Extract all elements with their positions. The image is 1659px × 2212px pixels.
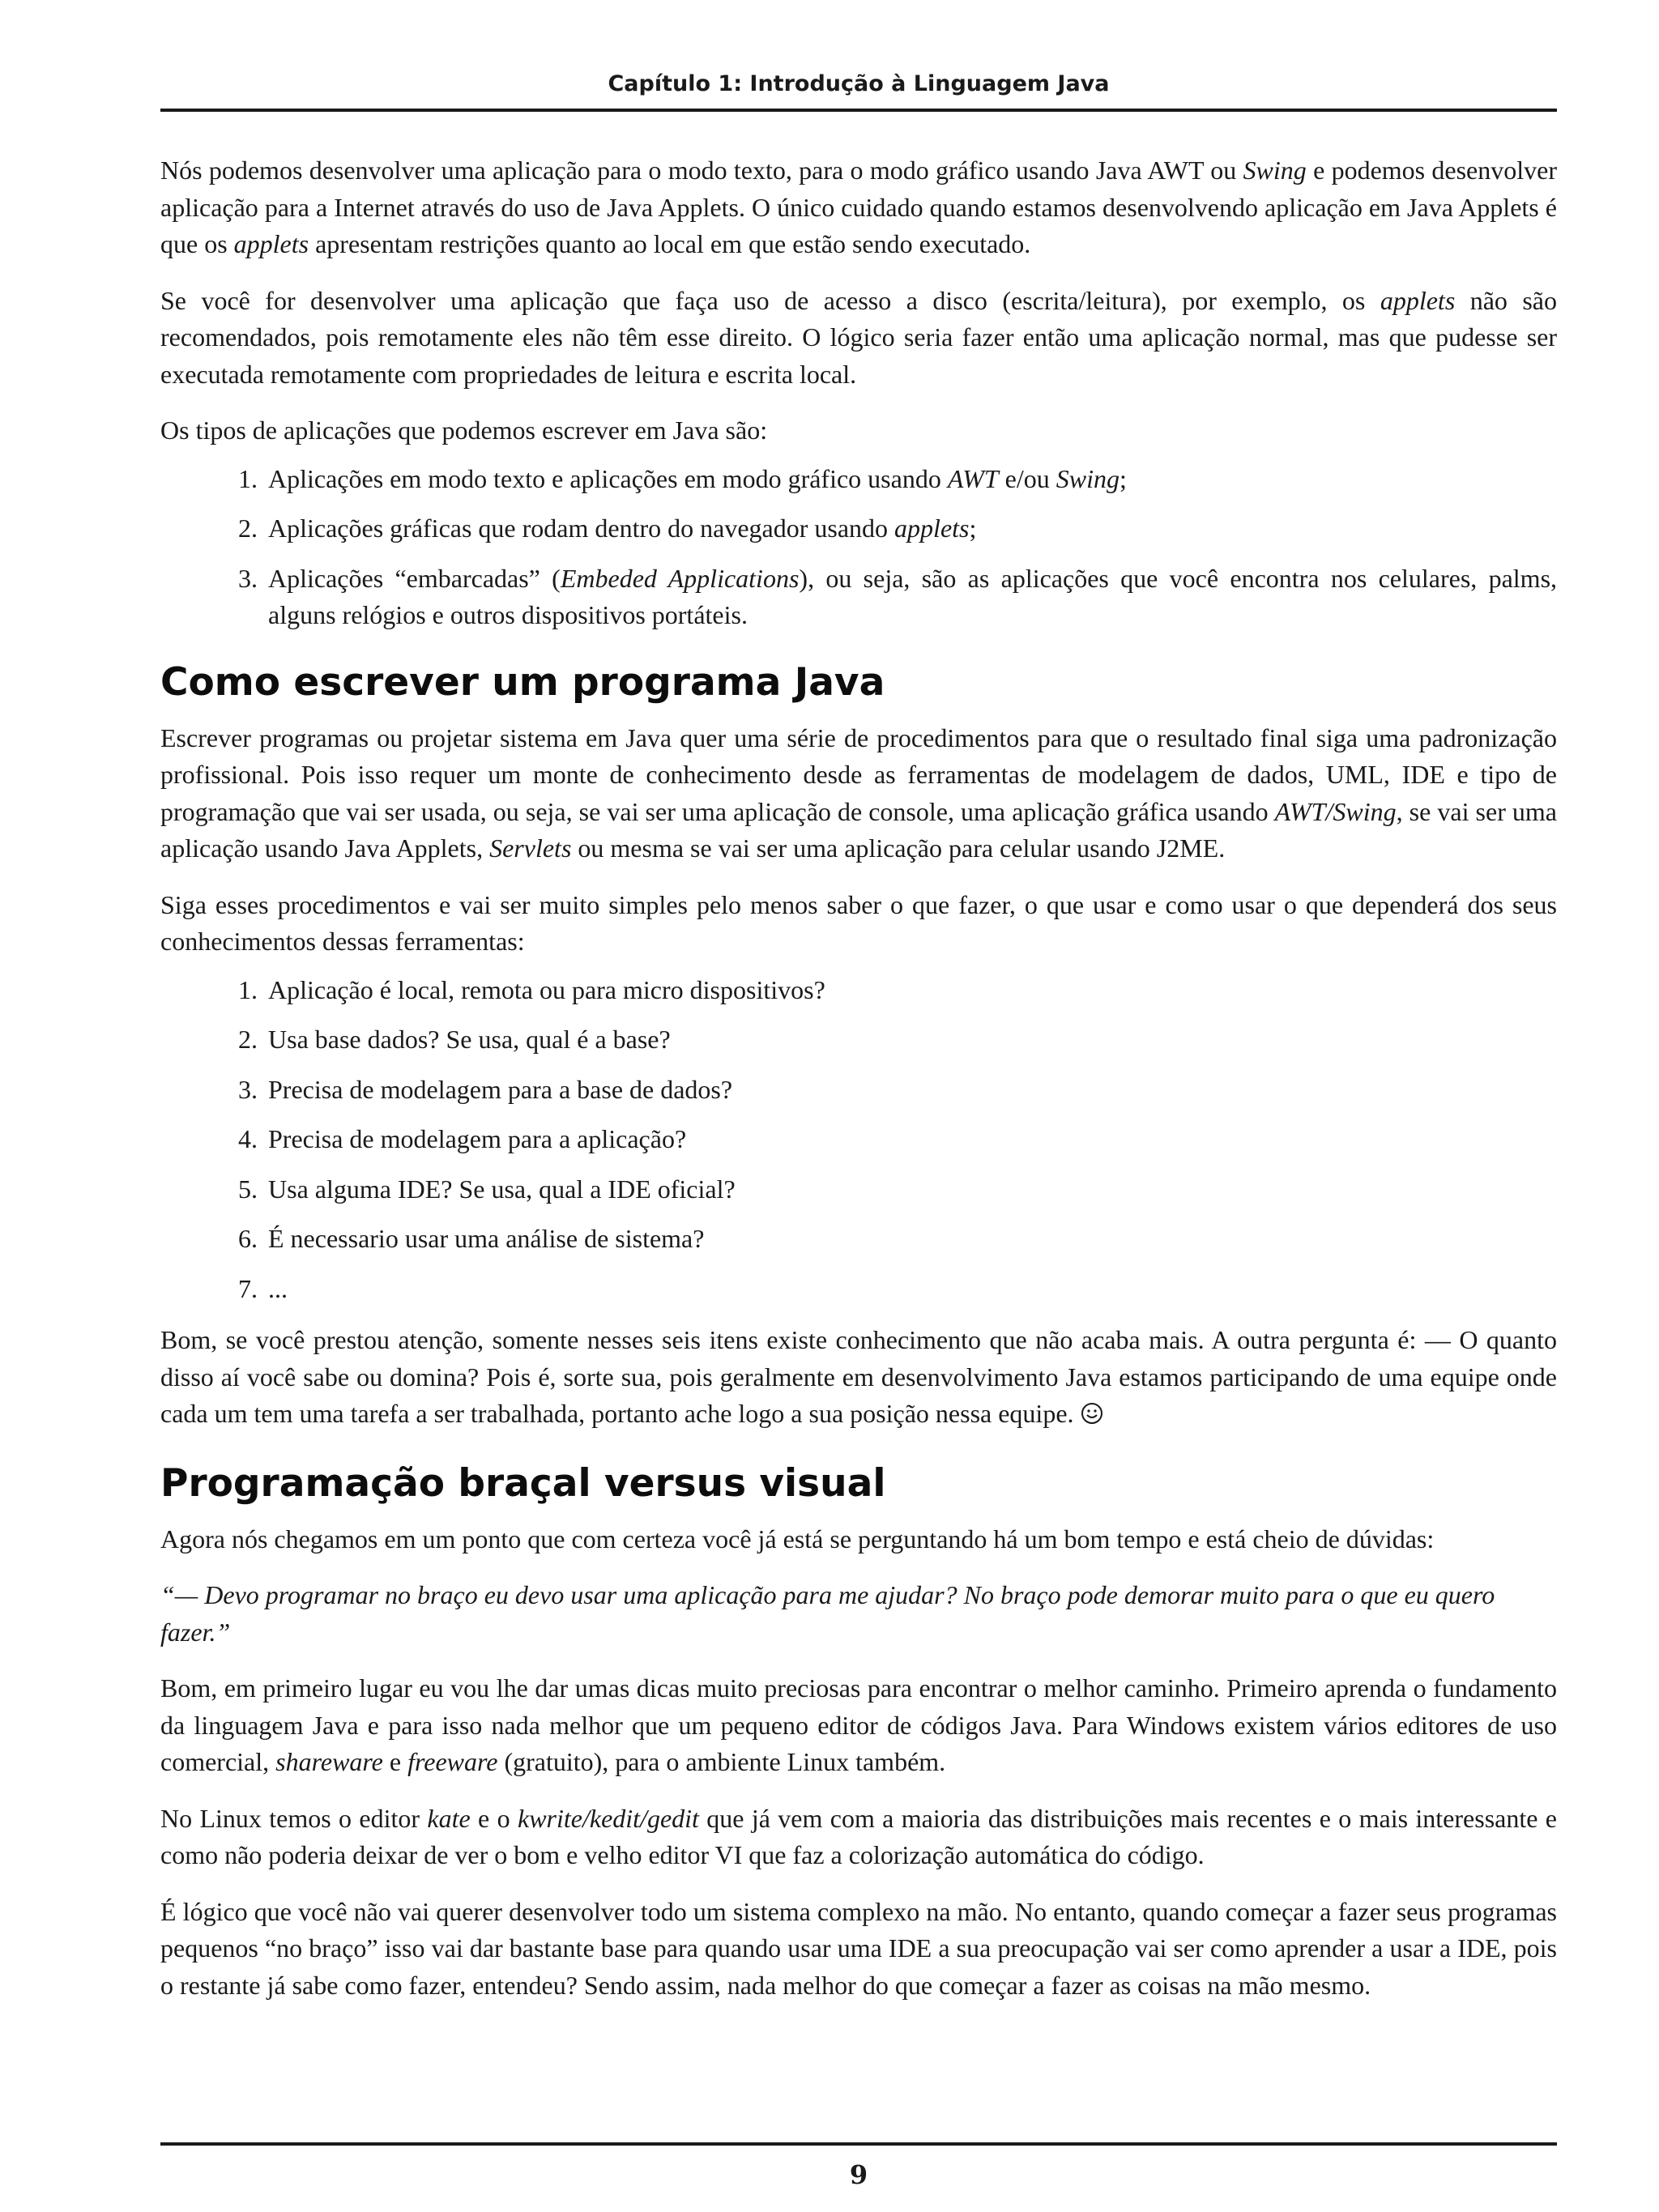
list-item: 1. Aplicação é local, remota ou para micro dispositivos?	[238, 974, 825, 1004]
paragraph: No Linux temos o editor kate e o kwrite/kedit/gedit que já vem com a maioria das distribuições mais recentes e o mais interessante e como não poderia deixar de ver o bom e velho editor VI que faz a colorização automática do código.	[160, 1803, 1558, 1869]
page-body	[160, 152, 1557, 2023]
smiley-face-icon	[1081, 1398, 1103, 1435]
running-header: Capítulo 1: Introdução à Linguagem Java	[608, 71, 1110, 96]
paragraph: É lógico que você não vai querer desenvolver todo um sistema complexo na mão. No entanto, quando começar a fazer seus programas pequenos “no braço” isso vai dar bastante base para quando usar uma IDE a sua preocupação vai ser como aprender a usar a IDE, pois o restante já sabe como fazer, entendeu? Sendo assim, nada melhor do que começar a fazer as coisas na mão mesmo.	[160, 1896, 1557, 2000]
paragraph: Nós podemos desenvolver uma aplicação para o modo texto, para o modo gráfico usando Java AWT ou Swing e podemos desenvolver aplicação para a Internet através do uso de Java Applets. O único cuidado quando estamos desenvolvendo aplicação em Java Applets é que os applets apresentam restrições quanto ao local em que estão sendo executado.	[160, 156, 1558, 258]
list-item: 2. Aplicações gráficas que rodam dentro do navegador usando applets;	[238, 514, 977, 543]
paragraph: Agora nós chegamos em um ponto que com certeza você já está se perguntando há um bom tempo e está cheio de dúvidas:	[160, 1524, 1435, 1554]
paragraph: Bom, se você prestou atenção, somente nesses seis itens existe conhecimento que não acaba mais. A outra pergunta é: — O quanto disso aí você sabe ou domina? Pois é, sorte sua, pois geralmente em desenvolvimento Java estamos participando de uma equipe onde cada um tem uma tarefa a ser trabalhada, portanto ache logo a sua posição nessa equipe.	[160, 1322, 1557, 1435]
paragraph: Se você for desenvolver uma aplicação que faça uso de acesso a disco (escrita/leitura), por exemplo, os applets não são recomendados, pois remotamente eles não têm esse direito. O lógico seria fazer então uma aplicação normal, mas que pudesse ser executada remotamente com propriedades de leitura e escrita local.	[160, 285, 1558, 389]
list-item: 3. Aplicações “embarcadas” (Embeded Applications), ou seja, são as aplicações que você encontra nos celulares, palms, alguns relógios e outros dispositivos portáteis.	[238, 563, 1558, 629]
paragraph: Escrever programas ou projetar sistema em Java quer uma série de procedimentos para que o resultado final siga uma padronização profissional. Pois isso requer um monte de conhecimento desde as ferramentas de modelagem de dados, UML, IDE e tipo de programação que vai ser usada, ou seja, se vai ser uma aplicação de console, uma aplicação gráfica usando AWT/Swing, se vai ser uma aplicação usando Java Applets, Servlets ou mesma se vai ser uma aplicação para celular usando J2ME.	[160, 722, 1558, 863]
application-types-list	[160, 461, 1557, 634]
list-item: 5. Usa alguma IDE? Se usa, qual a IDE oficial?	[238, 1174, 736, 1204]
paragraph: Siga esses procedimentos e vai ser muito simples pelo menos saber o que fazer, o que usar e como usar o que dependerá dos seus conhecimentos dessas ferramentas:	[160, 889, 1557, 956]
quote: “— Devo programar no braço eu devo usar uma aplicação para me ajudar? No braço pode demorar muito para o que eu quero fazer.”	[160, 1580, 1495, 1647]
section-heading: Como escrever um programa Java	[160, 659, 885, 705]
procedures-list	[160, 972, 1557, 1308]
paragraph: Bom, em primeiro lugar eu vou lhe dar umas dicas muito preciosas para encontrar o melhor caminho. Primeiro aprenda o fundamento da linguagem Java e para isso nada melhor que um pequeno editor de códigos Java. Para Windows existem vários editores de uso comercial, shareware e freeware (gratuito), para o ambiente Linux também.	[160, 1673, 1557, 1776]
list-item: 6. É necessario usar uma análise de sistema?	[238, 1224, 705, 1253]
list-item: 1. Aplicações em modo texto e aplicações em modo gráfico usando AWT e/ou Swing;	[238, 463, 1127, 493]
paragraph: Os tipos de aplicações que podemos escrever em Java são:	[160, 416, 768, 445]
header-rule	[160, 109, 1557, 112]
page-number: 9	[849, 2159, 868, 2190]
section-heading: Programação braçal versus visual	[160, 1460, 886, 1506]
list-item: 2. Usa base dados? Se usa, qual é a base?	[238, 1025, 671, 1054]
list-item: 7. ...	[238, 1273, 288, 1303]
list-item: 3. Precisa de modelagem para a base de dados?	[238, 1074, 733, 1104]
footer-rule	[160, 2142, 1557, 2146]
list-item: 4. Precisa de modelagem para a aplicação?	[238, 1124, 687, 1153]
